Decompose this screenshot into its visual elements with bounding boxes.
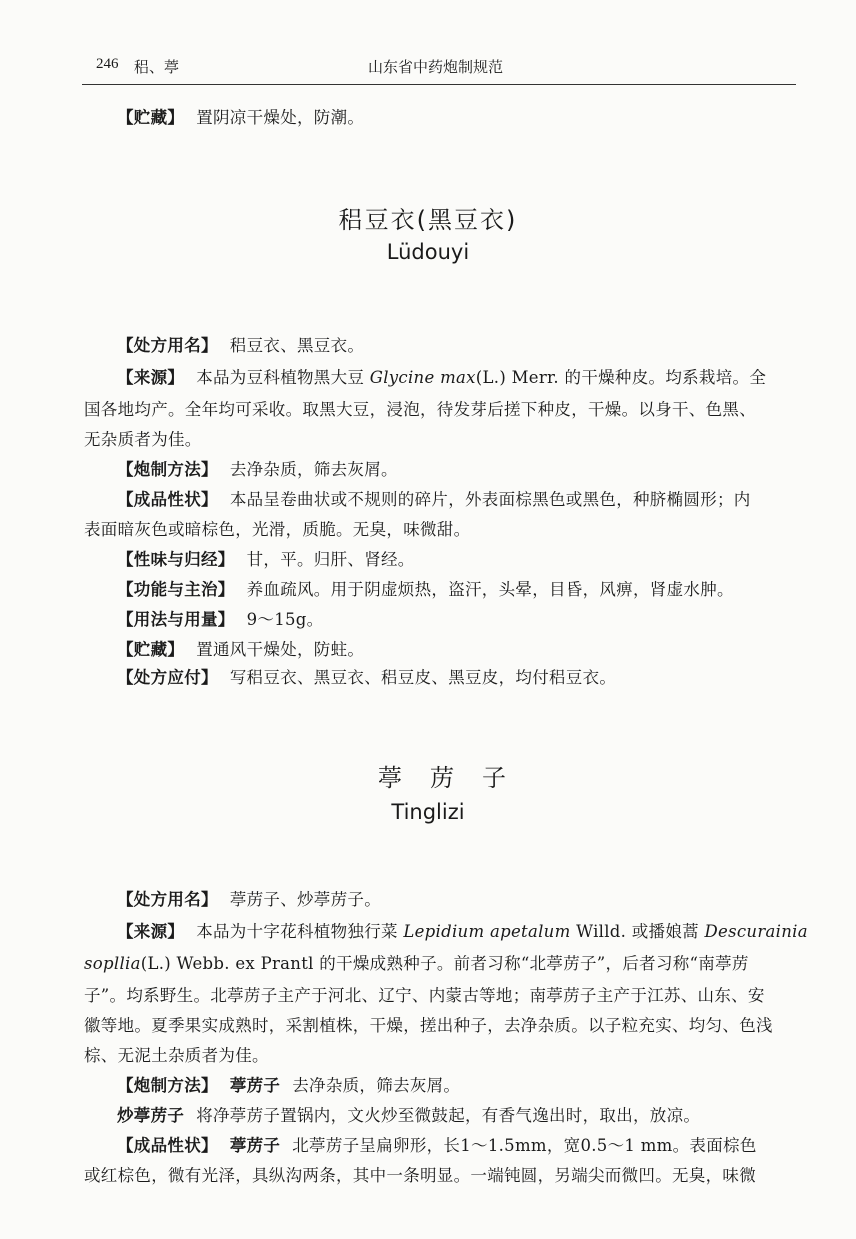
text-run: (L.) Merr. 的干燥种皮。均系栽培。全 xyxy=(475,368,767,387)
text-run: (L.) Webb. ex Prantl 的干燥成熟种子。前者习称“北葶苈子”，后者习称“南葶苈 xyxy=(140,954,749,973)
section-label: 【处方应付】 xyxy=(117,668,218,687)
sub-label: 葶苈子 xyxy=(229,1076,281,1095)
section-text: 置通风干燥处，防蛀。 xyxy=(196,640,365,659)
section-label: 【来源】 xyxy=(117,922,185,941)
section-index: 稆、葶 xyxy=(134,58,180,76)
source-line-5: 棕、无泥土杂质者为佳。 xyxy=(84,1046,269,1065)
characteristics-line-1 xyxy=(117,486,751,510)
section-text: 养血疏风。用于阴虚烦热，盗汗，头晕，目昏，风痹，肾虚水肿。 xyxy=(246,580,734,599)
section-text: 去净杂质，筛去灰屑。 xyxy=(292,1076,461,1095)
section-text: 甘，平。归肝、肾经。 xyxy=(246,550,415,569)
source-line-3: 子”。均系野生。北葶苈子主产于河北、辽宁、内蒙古等地；南葶苈子主产于江苏、山东、安 xyxy=(84,986,765,1005)
entry-title: 葶苈子 xyxy=(378,764,534,792)
section-text: 葶苈子、炒葶苈子。 xyxy=(229,890,382,909)
entry-pinyin: Lüdouyi xyxy=(386,240,470,264)
source-line-3: 无杂质者为佳。 xyxy=(84,430,202,449)
section-text: 本品呈卷曲状或不规则的碎片，外表面棕黑色或黑色，种脐椭圆形；内 xyxy=(229,490,751,509)
latin-name: Glycine max xyxy=(369,368,476,387)
entry-pinyin: Tinglizi xyxy=(391,800,465,824)
sub-label: 炒葶苈子 xyxy=(117,1106,185,1125)
section-label: 【来源】 xyxy=(117,368,185,387)
latin-name: Lepidium apetalum xyxy=(403,922,571,941)
section-label: 【成品性状】 xyxy=(117,1136,218,1155)
section-text: 稆豆衣、黑豆衣。 xyxy=(229,336,365,355)
latin-name: sopllia xyxy=(84,954,141,973)
text-run: Willd. 或播娘蒿 xyxy=(576,922,699,941)
section-text: 写稆豆衣、黑豆衣、稆豆皮、黑豆皮，均付稆豆衣。 xyxy=(229,668,617,687)
characteristics-line-2: 表面暗灰色或暗棕色，光滑，质脆。无臭，味微甜。 xyxy=(84,520,471,539)
section-label: 【处方用名】 xyxy=(117,890,218,909)
storage-line xyxy=(117,636,364,660)
section-label: 【成品性状】 xyxy=(117,490,218,509)
source-line-1 xyxy=(117,918,808,942)
section-label: 【用法与用量】 xyxy=(117,610,235,629)
entry-title: 稆豆衣(黑豆衣) xyxy=(338,206,518,234)
section-text: 去净杂质，筛去灰屑。 xyxy=(229,460,398,479)
latin-name: Descurainia xyxy=(704,922,808,941)
source-line-1 xyxy=(117,364,766,388)
section-label: 【炮制方法】 xyxy=(117,1076,218,1095)
usage-line xyxy=(117,606,323,630)
page-header xyxy=(82,52,796,85)
characteristics-line-1 xyxy=(117,1132,757,1156)
page-number: 246 xyxy=(96,56,119,72)
storage-label: 【贮藏】 xyxy=(117,108,185,127)
rx-name-line xyxy=(117,332,364,356)
source-line-4: 徽等地。夏季果实成熟时，采割植株，干燥，搓出种子，去净杂质。以子粒充实、均匀、色浅 xyxy=(84,1016,773,1035)
text-run: 本品为豆科植物黑大豆 xyxy=(196,368,365,387)
characteristics-line-2: 或红棕色，微有光泽，具纵沟两条，其中一条明显。一端钝圆，另端尖而微凹。无臭，味微 xyxy=(84,1166,756,1185)
source-line-2 xyxy=(84,950,749,974)
section-label: 【炮制方法】 xyxy=(117,460,218,479)
method-line xyxy=(117,456,398,480)
rx-name-line xyxy=(117,886,381,910)
section-label: 【功能与主治】 xyxy=(117,580,235,599)
text-run: 本品为十字花科植物独行菜 xyxy=(196,922,398,941)
prev-storage-line xyxy=(117,104,364,128)
section-label: 【性味与归经】 xyxy=(117,550,235,569)
sub-label: 葶苈子 xyxy=(229,1136,281,1155)
function-line xyxy=(117,576,734,600)
section-text: 将净葶苈子置锅内，文火炒至微鼓起，有香气逸出时，取出，放凉。 xyxy=(196,1106,701,1125)
method-line-2 xyxy=(117,1102,700,1126)
book-title: 山东省中药炮制规范 xyxy=(368,58,504,76)
dispense-line xyxy=(117,664,616,688)
nature-line xyxy=(117,546,415,570)
section-text: 北葶苈子呈扁卵形，长1～1.5mm，宽0.5～1 mm。表面棕色 xyxy=(292,1136,757,1155)
storage-text: 置阴凉干燥处，防潮。 xyxy=(196,108,365,127)
section-label: 【贮藏】 xyxy=(117,640,185,659)
section-text: 9～15g。 xyxy=(246,610,324,629)
source-line-2: 国各地均产。全年均可采收。取黑大豆，浸泡，待发芽后搓下种皮，干燥。以身干、色黑、 xyxy=(84,400,756,419)
method-line-1 xyxy=(117,1072,460,1096)
section-label: 【处方用名】 xyxy=(117,336,218,355)
